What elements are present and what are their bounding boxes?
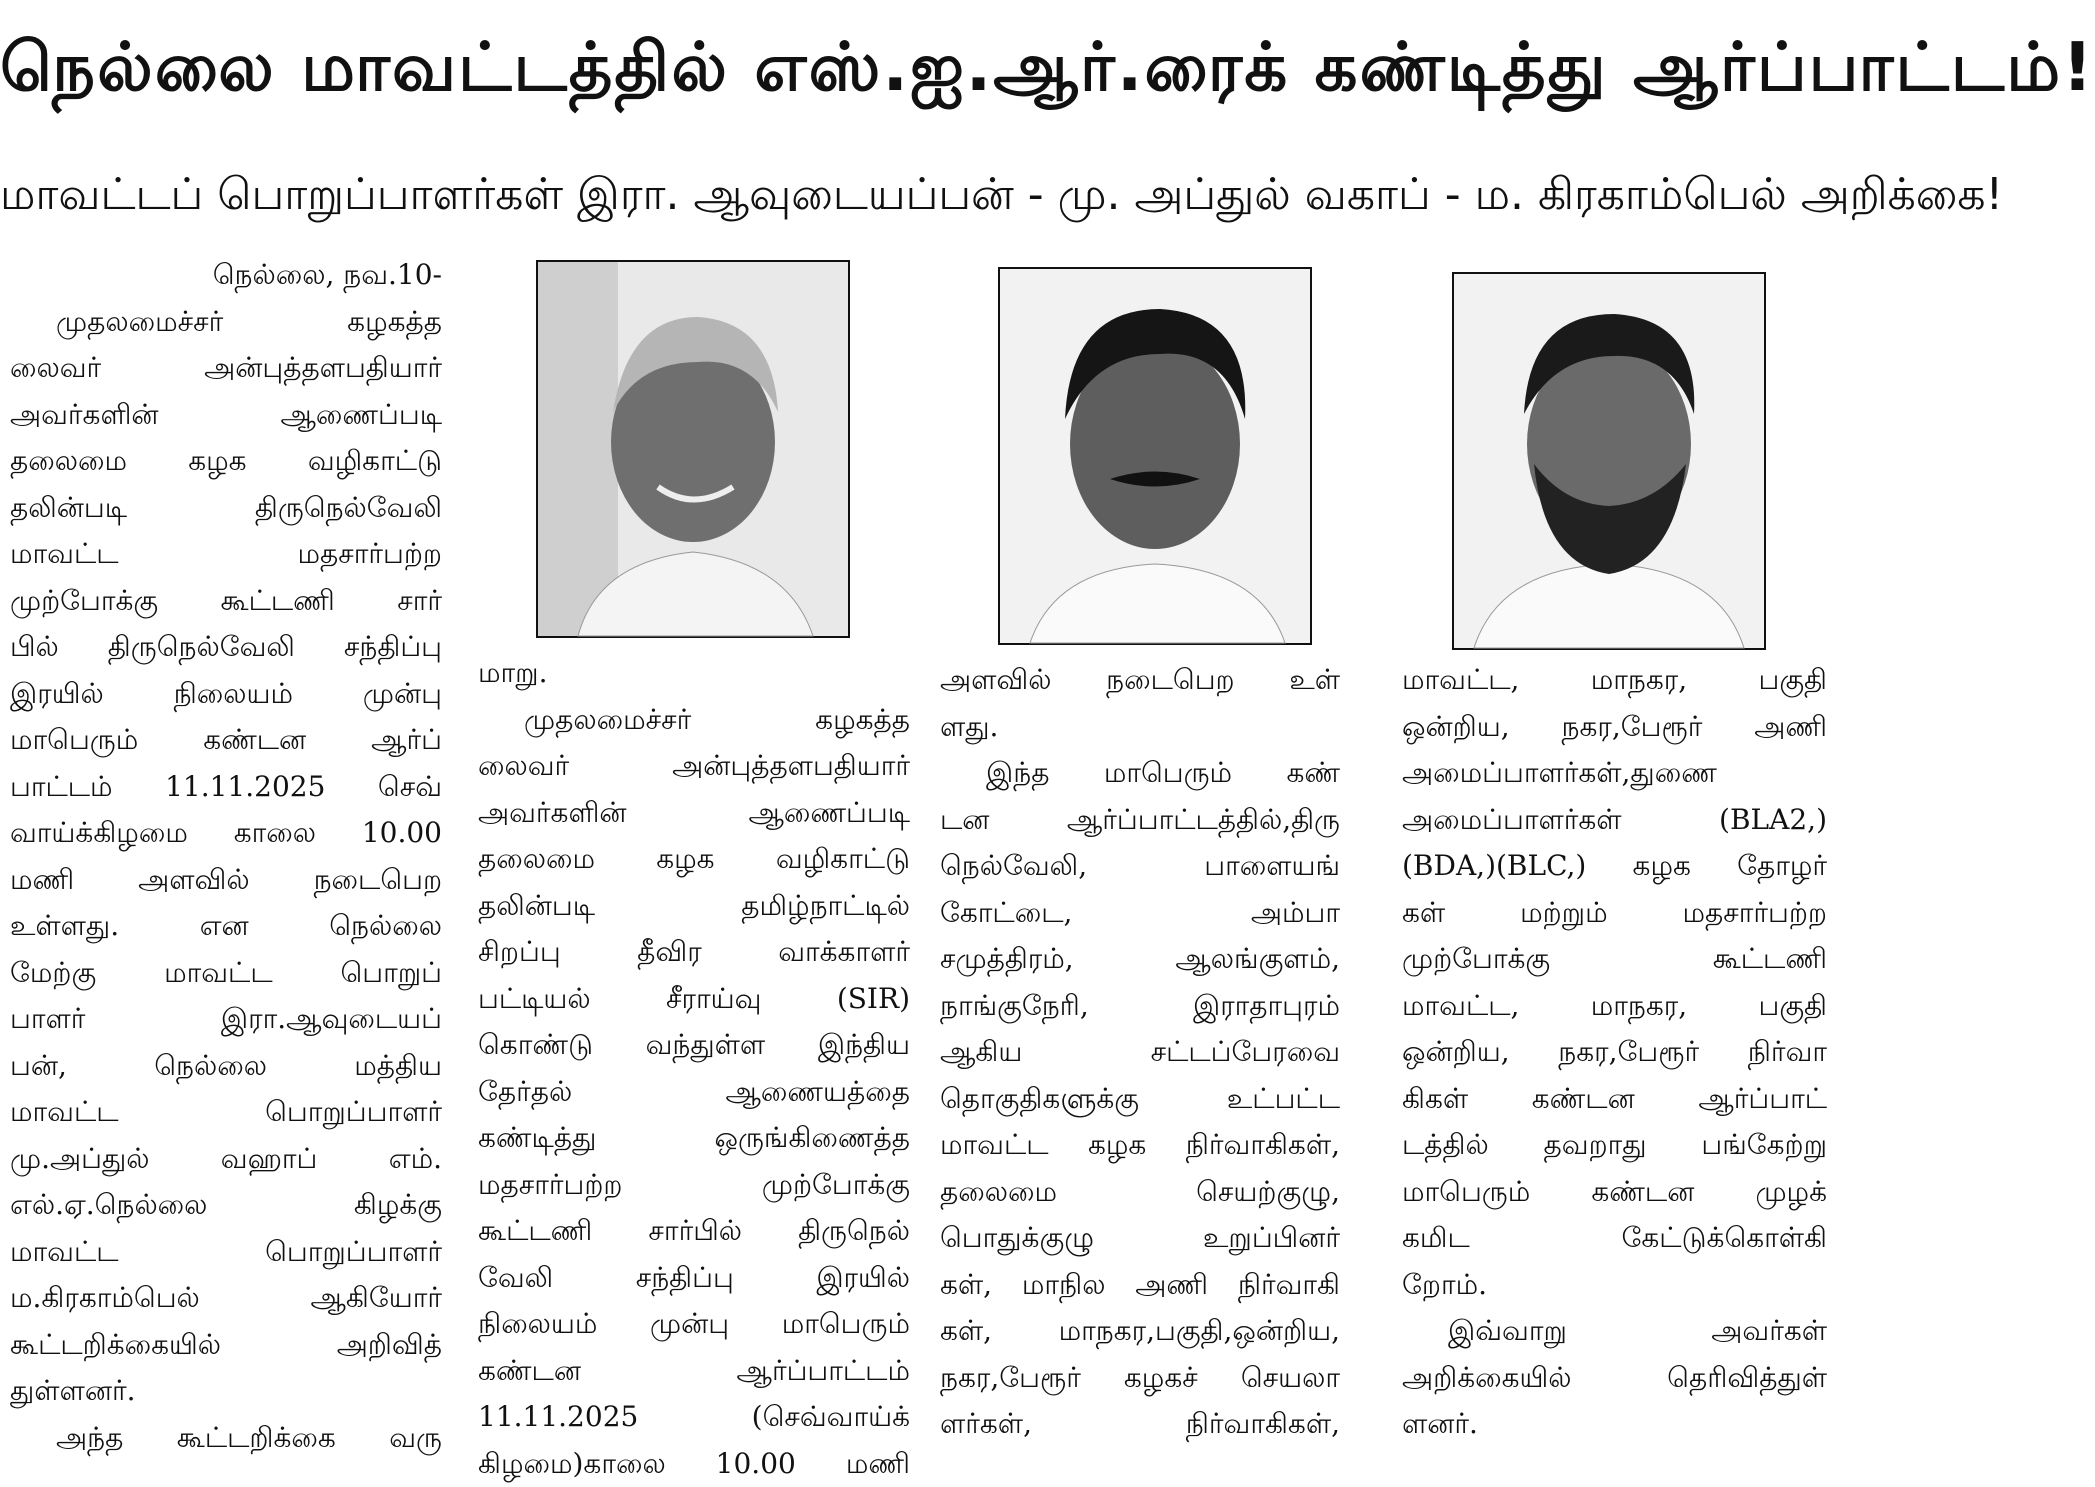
article-line: கொண்டு வந்துள்ள இந்திய bbox=[478, 1022, 910, 1069]
article-line: கிழமை)காலை 10.00 மணி bbox=[478, 1441, 910, 1487]
article-line: கள் மற்றும் மதசார்பற்ற bbox=[1402, 890, 1827, 937]
article-line: றோம். bbox=[1402, 1262, 1827, 1309]
article-column-3 bbox=[940, 657, 1340, 1448]
article-line: தொகுதிகளுக்கு உட்பட்ட bbox=[940, 1076, 1340, 1123]
headline: நெல்லை மாவட்டத்தில் எஸ்.ஐ.ஆர்.ரைக் கண்டித்து ஆர்ப்பாட்டம்! bbox=[0, 12, 1838, 122]
article-line: லைவர் அன்புத்தளபதியார் bbox=[10, 345, 442, 392]
article-line: கள், மாநகர,பகுதி,ஒன்றிய, bbox=[940, 1308, 1340, 1355]
article-line: மாபெரும் கண்டன ஆர்ப் bbox=[10, 717, 442, 764]
article-line: கிகள் கண்டன ஆர்ப்பாட் bbox=[1402, 1076, 1827, 1123]
article-line: கூட்டறிக்கையில் அறிவித் bbox=[10, 1322, 442, 1369]
article-line: மாறு. bbox=[478, 650, 910, 697]
article-line: அவர்களின் ஆணைப்படி bbox=[478, 790, 910, 837]
article-line: முதலமைச்சர் கழகத்த bbox=[478, 697, 910, 744]
article-line: டத்தில் தவறாது பங்கேற்று bbox=[1402, 1122, 1827, 1169]
article-line: பன், நெல்லை மத்திய bbox=[10, 1043, 442, 1090]
article-line: நெல்லை, நவ.10- bbox=[10, 252, 442, 299]
article-line: தலைமை செயற்குழு, bbox=[940, 1169, 1340, 1216]
article-line: மாபெரும் கண்டன முழக் bbox=[1402, 1169, 1827, 1216]
article-line: ளனர். bbox=[1402, 1401, 1827, 1448]
article-line: அந்த கூட்டறிக்கை வரு bbox=[10, 1415, 442, 1462]
portrait-photo-2 bbox=[998, 267, 1312, 645]
article-line: மணி அளவில் நடைபெற bbox=[10, 857, 442, 904]
article-line: 11.11.2025 (செவ்வாய்க் bbox=[478, 1394, 910, 1441]
article-line: ஒன்றிய, நகர,பேரூர் அணி bbox=[1402, 704, 1827, 751]
article-line: நகர,பேரூர் கழகச் செயலா bbox=[940, 1355, 1340, 1402]
article-line: கண்டன ஆர்ப்பாட்டம் bbox=[478, 1348, 910, 1395]
article-line: லைவர் அன்புத்தளபதியார் bbox=[478, 743, 910, 790]
article-line: டன ஆர்ப்பாட்டத்தில்,திரு bbox=[940, 797, 1340, 844]
article-line: ளர்கள், நிர்வாகிகள், bbox=[940, 1401, 1340, 1448]
article-line: மாவட்ட, மாநகர, பகுதி bbox=[1402, 983, 1827, 1030]
article-line: கண்டித்து ஒருங்கிணைத்த bbox=[478, 1115, 910, 1162]
article-line: தேர்தல் ஆணையத்தை bbox=[478, 1069, 910, 1116]
article-line: ம.கிரகாம்பெல் ஆகியோர் bbox=[10, 1275, 442, 1322]
article-line: மாவட்ட பொறுப்பாளர் bbox=[10, 1089, 442, 1136]
article-line: சிறப்பு தீவிர வாக்காளர் bbox=[478, 929, 910, 976]
article-line: தலைமை கழக வழிகாட்டு bbox=[10, 438, 442, 485]
article-line: மாவட்ட மதசார்பற்ற bbox=[10, 531, 442, 578]
article-line: வாய்க்கிழமை காலை 10.00 bbox=[10, 810, 442, 857]
article-line: பாட்டம் 11.11.2025 செவ் bbox=[10, 764, 442, 811]
article-line: அவர்களின் ஆணைப்படி bbox=[10, 392, 442, 439]
article-line: பாளர் இரா.ஆவுடையப் bbox=[10, 996, 442, 1043]
article-line: நெல்வேலி, பாளையங் bbox=[940, 843, 1340, 890]
article-line: சமுத்திரம், ஆலங்குளம், bbox=[940, 936, 1340, 983]
article-line: மாவட்ட கழக நிர்வாகிகள், bbox=[940, 1122, 1340, 1169]
subheadline: மாவட்டப் பொறுப்பாளர்கள் இரா. ஆவுடையப்பன் - மு. அப்துல் வகாப் - ம. கிரகாம்பெல் அறிக்கை! bbox=[0, 160, 1838, 230]
article-line: ஆகிய சட்டப்பேரவை bbox=[940, 1029, 1340, 1076]
article-line: எல்.ஏ.நெல்லை கிழக்கு bbox=[10, 1182, 442, 1229]
article-line: பில் திருநெல்வேலி சந்திப்பு bbox=[10, 624, 442, 671]
article-line: அமைப்பாளர்கள் (BLA2,) bbox=[1402, 797, 1827, 844]
article-column-2 bbox=[478, 650, 910, 1487]
portrait-photo-3 bbox=[1452, 272, 1766, 650]
article-line: தலின்படி தமிழ்நாட்டில் bbox=[478, 883, 910, 930]
article-line: வேலி சந்திப்பு இரயில் bbox=[478, 1255, 910, 1302]
article-line: மாவட்ட பொறுப்பாளர் bbox=[10, 1229, 442, 1276]
article-line: உள்ளது. என நெல்லை bbox=[10, 903, 442, 950]
article-line: முற்போக்கு கூட்டணி சார் bbox=[10, 578, 442, 625]
article-column-4 bbox=[1402, 657, 1827, 1448]
article-line: (BDA,)(BLC,) கழக தோழர் bbox=[1402, 843, 1827, 890]
article-line: துள்ளனர். bbox=[10, 1368, 442, 1415]
article-line: கூட்டணி சார்பில் திருநெல் bbox=[478, 1208, 910, 1255]
article-line: ளது. bbox=[940, 704, 1340, 751]
article-column-1 bbox=[10, 252, 442, 1461]
article-line: நாங்குநேரி, இராதாபுரம் bbox=[940, 983, 1340, 1030]
article-line: மேற்கு மாவட்ட பொறுப் bbox=[10, 950, 442, 997]
article-line: அமைப்பாளர்கள்,துணை bbox=[1402, 750, 1827, 797]
article-line: கமிட கேட்டுக்கொள்கி bbox=[1402, 1215, 1827, 1262]
article-line: நிலையம் முன்பு மாபெரும் bbox=[478, 1301, 910, 1348]
article-line: முதலமைச்சர் கழகத்த bbox=[10, 299, 442, 346]
article-line: பொதுக்குழு உறுப்பினர் bbox=[940, 1215, 1340, 1262]
article-line: மாவட்ட, மாநகர, பகுதி bbox=[1402, 657, 1827, 704]
article-line: மதசார்பற்ற முற்போக்கு bbox=[478, 1162, 910, 1209]
portrait-photo-1 bbox=[536, 260, 850, 638]
article-line: இரயில் நிலையம் முன்பு bbox=[10, 671, 442, 718]
article-line: கோட்டை, அம்பா bbox=[940, 890, 1340, 937]
article-line: முற்போக்கு கூட்டணி bbox=[1402, 936, 1827, 983]
article-line: அறிக்கையில் தெரிவித்துள் bbox=[1402, 1355, 1827, 1402]
article-line: தலைமை கழக வழிகாட்டு bbox=[478, 836, 910, 883]
article-line: பட்டியல் சீராய்வு (SIR) bbox=[478, 976, 910, 1023]
article-line: தலின்படி திருநெல்வேலி bbox=[10, 485, 442, 532]
article-line: இந்த மாபெரும் கண் bbox=[940, 750, 1340, 797]
article-line: ஒன்றிய, நகர,பேரூர் நிர்வா bbox=[1402, 1029, 1827, 1076]
article-line: இவ்வாறு அவர்கள் bbox=[1402, 1308, 1827, 1355]
article-line: கள், மாநில அணி நிர்வாகி bbox=[940, 1262, 1340, 1309]
article-line: அளவில் நடைபெற உள் bbox=[940, 657, 1340, 704]
article-line: மு.அப்துல் வஹாப் எம். bbox=[10, 1136, 442, 1183]
